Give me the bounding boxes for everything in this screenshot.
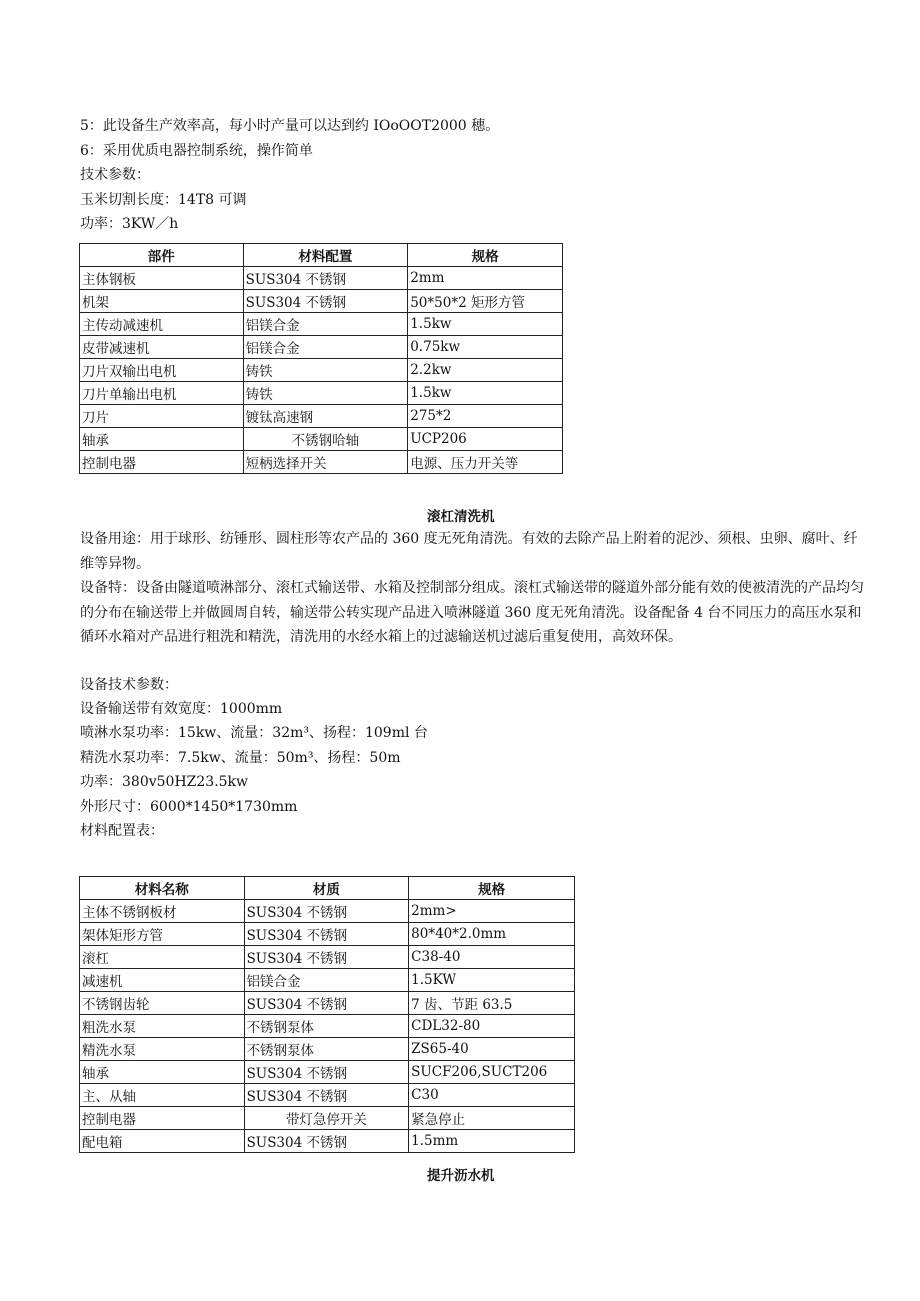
materials-table [79,876,575,1153]
table-cell: 电源、压力开关等 [408,451,563,474]
table-cell: SUS304 不锈钢 [244,1061,409,1084]
table-cell: 50*50*2 矩形方管 [408,290,563,313]
table-cell: 减速机 [80,969,245,992]
table-row [80,992,575,1015]
table-cell: 带灯急停开关 [244,1107,409,1130]
table-cell: 精洗水泵 [80,1038,245,1061]
params-line-1: 设备技术参数： [80,677,178,693]
table-header-cell: 规格 [408,244,563,267]
table-row [80,405,563,428]
table-cell: SUS304 不锈钢 [243,267,408,290]
table-cell: 1.5kw [408,382,563,405]
table-cell: C30 [409,1084,575,1107]
table-row [80,267,563,290]
intro-line-3: 技术参数： [80,167,150,183]
table-cell: 2mm> [409,900,575,923]
table-row [80,313,563,336]
table-row [80,451,563,474]
table-cell: 0.75kw [408,336,563,359]
table-cell: 粗洗水泵 [80,1015,245,1038]
intro-line-2: 6：采用优质电器控制系统，操作简单 [80,143,313,159]
table-cell: 滚杠 [80,946,245,969]
table-row [80,1130,575,1153]
table-cell: 1.5kw [408,313,563,336]
table-cell: 不锈钢泵体 [244,1015,409,1038]
table-cell: 不锈钢哈轴 [243,428,408,451]
params-line-3: 喷淋水泵功率：15kw、流量：32m³、扬程：109ml 台 [80,725,428,741]
table-cell: 不锈钢泵体 [244,1038,409,1061]
section-title-lift-drainer: 提升沥水机 [427,1168,495,1184]
params-line-7: 材料配置表： [80,823,164,839]
table-cell: SUS304 不锈钢 [244,923,409,946]
table-cell: 镀钛高速钢 [243,405,408,428]
table-cell: 铝镁合金 [244,969,409,992]
table-row [80,428,563,451]
table-row [80,923,575,946]
features-paragraph: 设备特：设备由隧道喷淋部分、滚杠式输送带、水箱及控制部分组成。滚杠式输送带的隧道外部分能有效的使被清洗的产品均匀的分布在输送带上并做圆周自转，输送带公转实现产品进入喷淋隧道 360 度无死角清洗。设备配备 4 台不同压力的高压水泵和循环水箱对产品进行粗洗和精洗，清洗用的水经水箱上的过滤输送机过滤后重复使用，高效环保。 [80,580,864,645]
parts-table [79,243,563,474]
materials-table-header [80,877,575,900]
table-row [80,382,563,405]
table-cell: 刀片单输出电机 [80,382,244,405]
table-cell: 铸铁 [243,359,408,382]
parts-table-header [80,244,563,267]
table-cell: 皮带减速机 [80,336,244,359]
table-header-cell: 材料配置 [243,244,408,267]
table-row [80,1107,575,1130]
table-cell: 主体钢板 [80,267,244,290]
table-cell: 刀片双输出电机 [80,359,244,382]
intro-line-4: 玉米切割长度：14T8 可调 [80,192,247,208]
table-cell: 2mm [408,267,563,290]
table-cell: SUS304 不锈钢 [244,1130,409,1153]
table-row [80,1084,575,1107]
table-cell: 铝镁合金 [243,313,408,336]
intro-line-1: 5：此设备生产效率高，每小时产量可以达到约 IOoOOT2000 穗。 [80,118,500,134]
table-cell: 275*2 [408,405,563,428]
table-row [80,336,563,359]
params-line-4: 精洗水泵功率：7.5kw、流量：50m³、扬程：50m [80,750,401,766]
table-cell: SUS304 不锈钢 [244,1084,409,1107]
table-cell: 机架 [80,290,244,313]
table-row [80,946,575,969]
table-row [80,1038,575,1061]
table-cell: 短柄选择开关 [243,451,408,474]
table-row [80,1061,575,1084]
table-cell: SUS304 不锈钢 [243,290,408,313]
table-cell: 刀片 [80,405,244,428]
table-cell: 1.5mm [409,1130,575,1153]
table-cell: 紧急停止 [409,1107,575,1130]
table-cell: SUCF206,SUCT206 [409,1061,575,1084]
table-cell: SUS304 不锈钢 [244,946,409,969]
table-cell: UCP206 [408,428,563,451]
table-cell: 轴承 [80,1061,245,1084]
table-cell: 控制电器 [80,1107,245,1130]
table-cell: CDL32-80 [409,1015,575,1038]
table-cell: 不锈钢齿轮 [80,992,245,1015]
table-cell: 配电箱 [80,1130,245,1153]
table-cell: 轴承 [80,428,244,451]
params-line-5: 功率：380v50HZ23.5kw [80,774,249,790]
table-cell: ZS65-40 [409,1038,575,1061]
params-line-2: 设备输送带有效宽度：1000mm [80,701,283,717]
table-header-cell: 规格 [409,877,575,900]
table-cell: 控制电器 [80,451,244,474]
table-cell: 80*40*2.0mm [409,923,575,946]
table-cell: SUS304 不锈钢 [244,900,409,923]
table-cell: C38-40 [409,946,575,969]
table-cell: 1.5KW [409,969,575,992]
table-cell: 7 齿、节距 63.5 [409,992,575,1015]
table-header-cell: 材料名称 [80,877,245,900]
intro-line-5: 功率：3KW／h [80,216,179,232]
section-title-roller-washer: 滚杠清洗机 [427,509,495,525]
table-cell: 铝镁合金 [243,336,408,359]
table-cell: 铸铁 [243,382,408,405]
table-row [80,900,575,923]
table-header-cell: 材质 [244,877,409,900]
table-cell: 2.2kw [408,359,563,382]
table-cell: 主传动减速机 [80,313,244,336]
usage-paragraph: 设备用途：用于球形、纺锤形、圆柱形等农产品的 360 度无死角清洗。有效的去除产品上附着的泥沙、须根、虫卵、腐叶、纤维等异物。 [80,531,858,572]
table-cell: 架体矩形方管 [80,923,245,946]
table-cell: 主、从轴 [80,1084,245,1107]
table-header-cell: 部件 [80,244,244,267]
table-row [80,290,563,313]
table-row [80,359,563,382]
table-cell: SUS304 不锈钢 [244,992,409,1015]
params-line-6: 外形尺寸：6000*1450*1730mm [80,799,298,815]
table-cell: 主体不锈钢板材 [80,900,245,923]
table-row [80,969,575,992]
table-row [80,1015,575,1038]
